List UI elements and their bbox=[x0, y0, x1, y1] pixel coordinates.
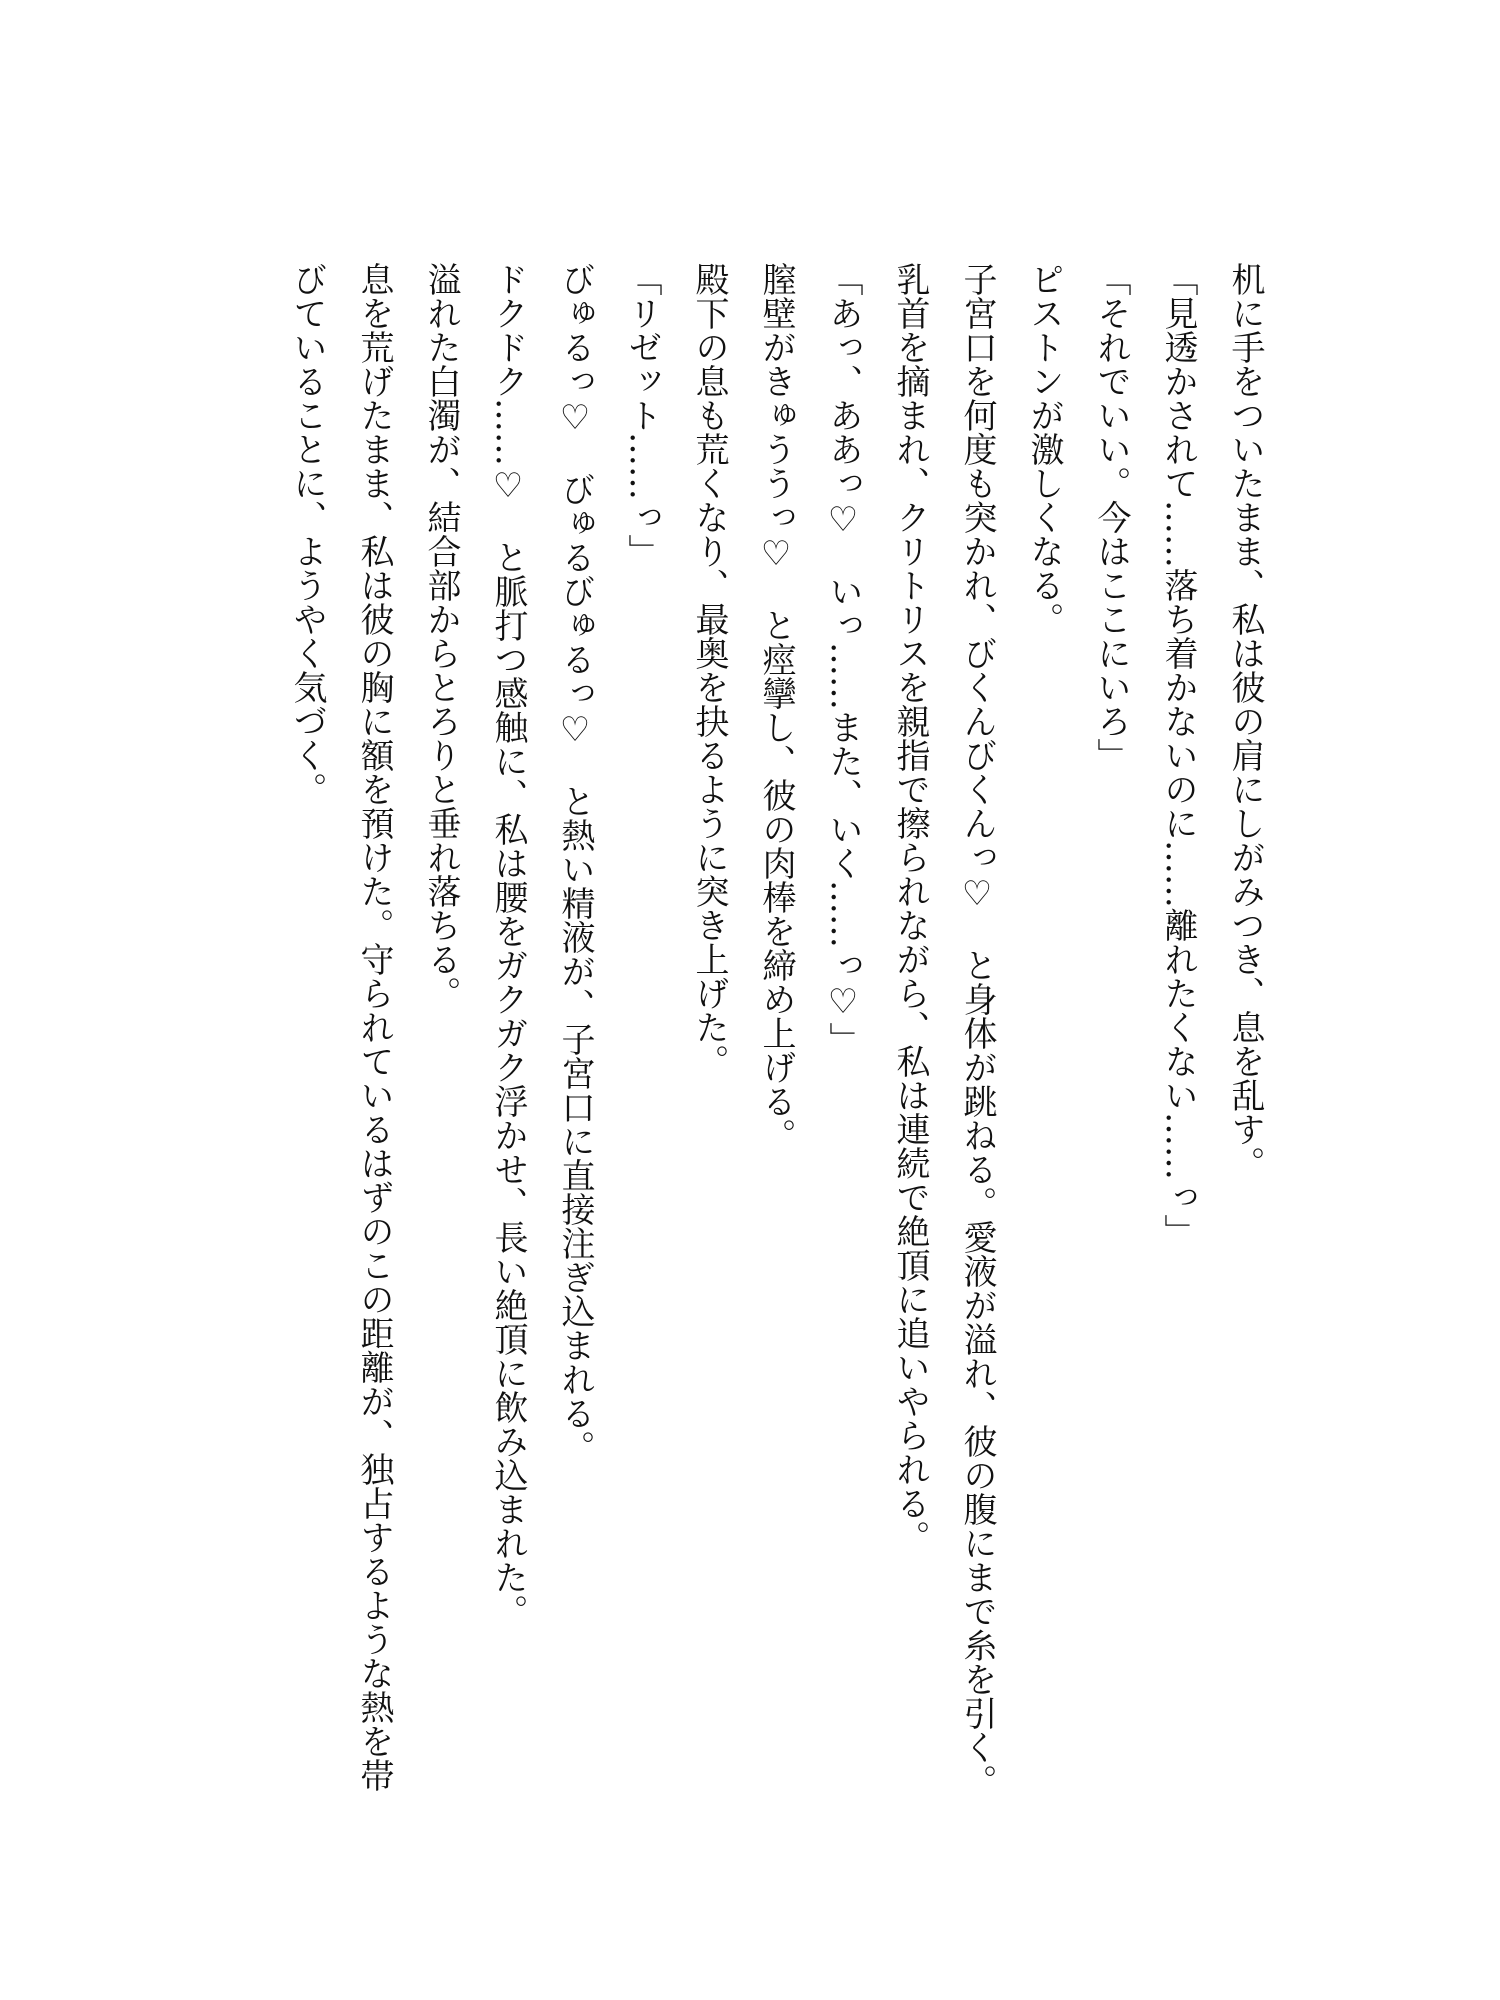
text-line: 殿下の息も荒くなり、最奥を抉るように突き上げた。 bbox=[689, 262, 729, 1078]
text-line: びゅるっ♡ びゅるびゅるっ♡ と熱い精液が、子宮口に直接注ぎ込まれる。 bbox=[555, 262, 595, 1464]
text-line: 膣壁がきゅううっ♡ と痙攣し、彼の肉棒を締め上げる。 bbox=[756, 262, 796, 1152]
text-line: 息を荒げたまま、私は彼の胸に額を預けた。守られているはずのこの距離が、独占するような熱を帯 bbox=[354, 262, 394, 1792]
text-line: びていることに、ようやく気づく。 bbox=[287, 262, 327, 806]
text-line: 「見透かされて……落ち着かないのに……離れたくない……っ」 bbox=[1158, 262, 1198, 1248]
text-line: 「それでいい。今はここにいろ」 bbox=[1091, 262, 1131, 772]
text-line: 「あっ、ああっ♡ いっ……また、いく……っ♡」 bbox=[823, 262, 863, 1056]
text-line: 溢れた白濁が、結合部からとろりと垂れ落ちる。 bbox=[421, 262, 461, 1010]
vertical-text-page bbox=[273, 262, 1278, 1822]
text-line: ドクドク……♡ と脈打つ感触に、私は腰をガクガク浮かせ、長い絶頂に飲み込まれた。 bbox=[488, 262, 528, 1628]
text-line: ピストンが激しくなる。 bbox=[1024, 262, 1064, 636]
text-line: 机に手をついたまま、私は彼の肩にしがみつき、息を乱す。 bbox=[1225, 262, 1265, 1180]
text-line: 「リゼット……っ」 bbox=[622, 262, 662, 568]
text-line: 乳首を摘まれ、クリトリスを親指で擦られながら、私は連続で絶頂に追いやられる。 bbox=[890, 262, 930, 1554]
text-line: 子宮口を何度も突かれ、びくんびくんっ♡ と身体が跳ねる。愛液が溢れ、彼の腹にまで糸を引く。 bbox=[957, 262, 997, 1798]
